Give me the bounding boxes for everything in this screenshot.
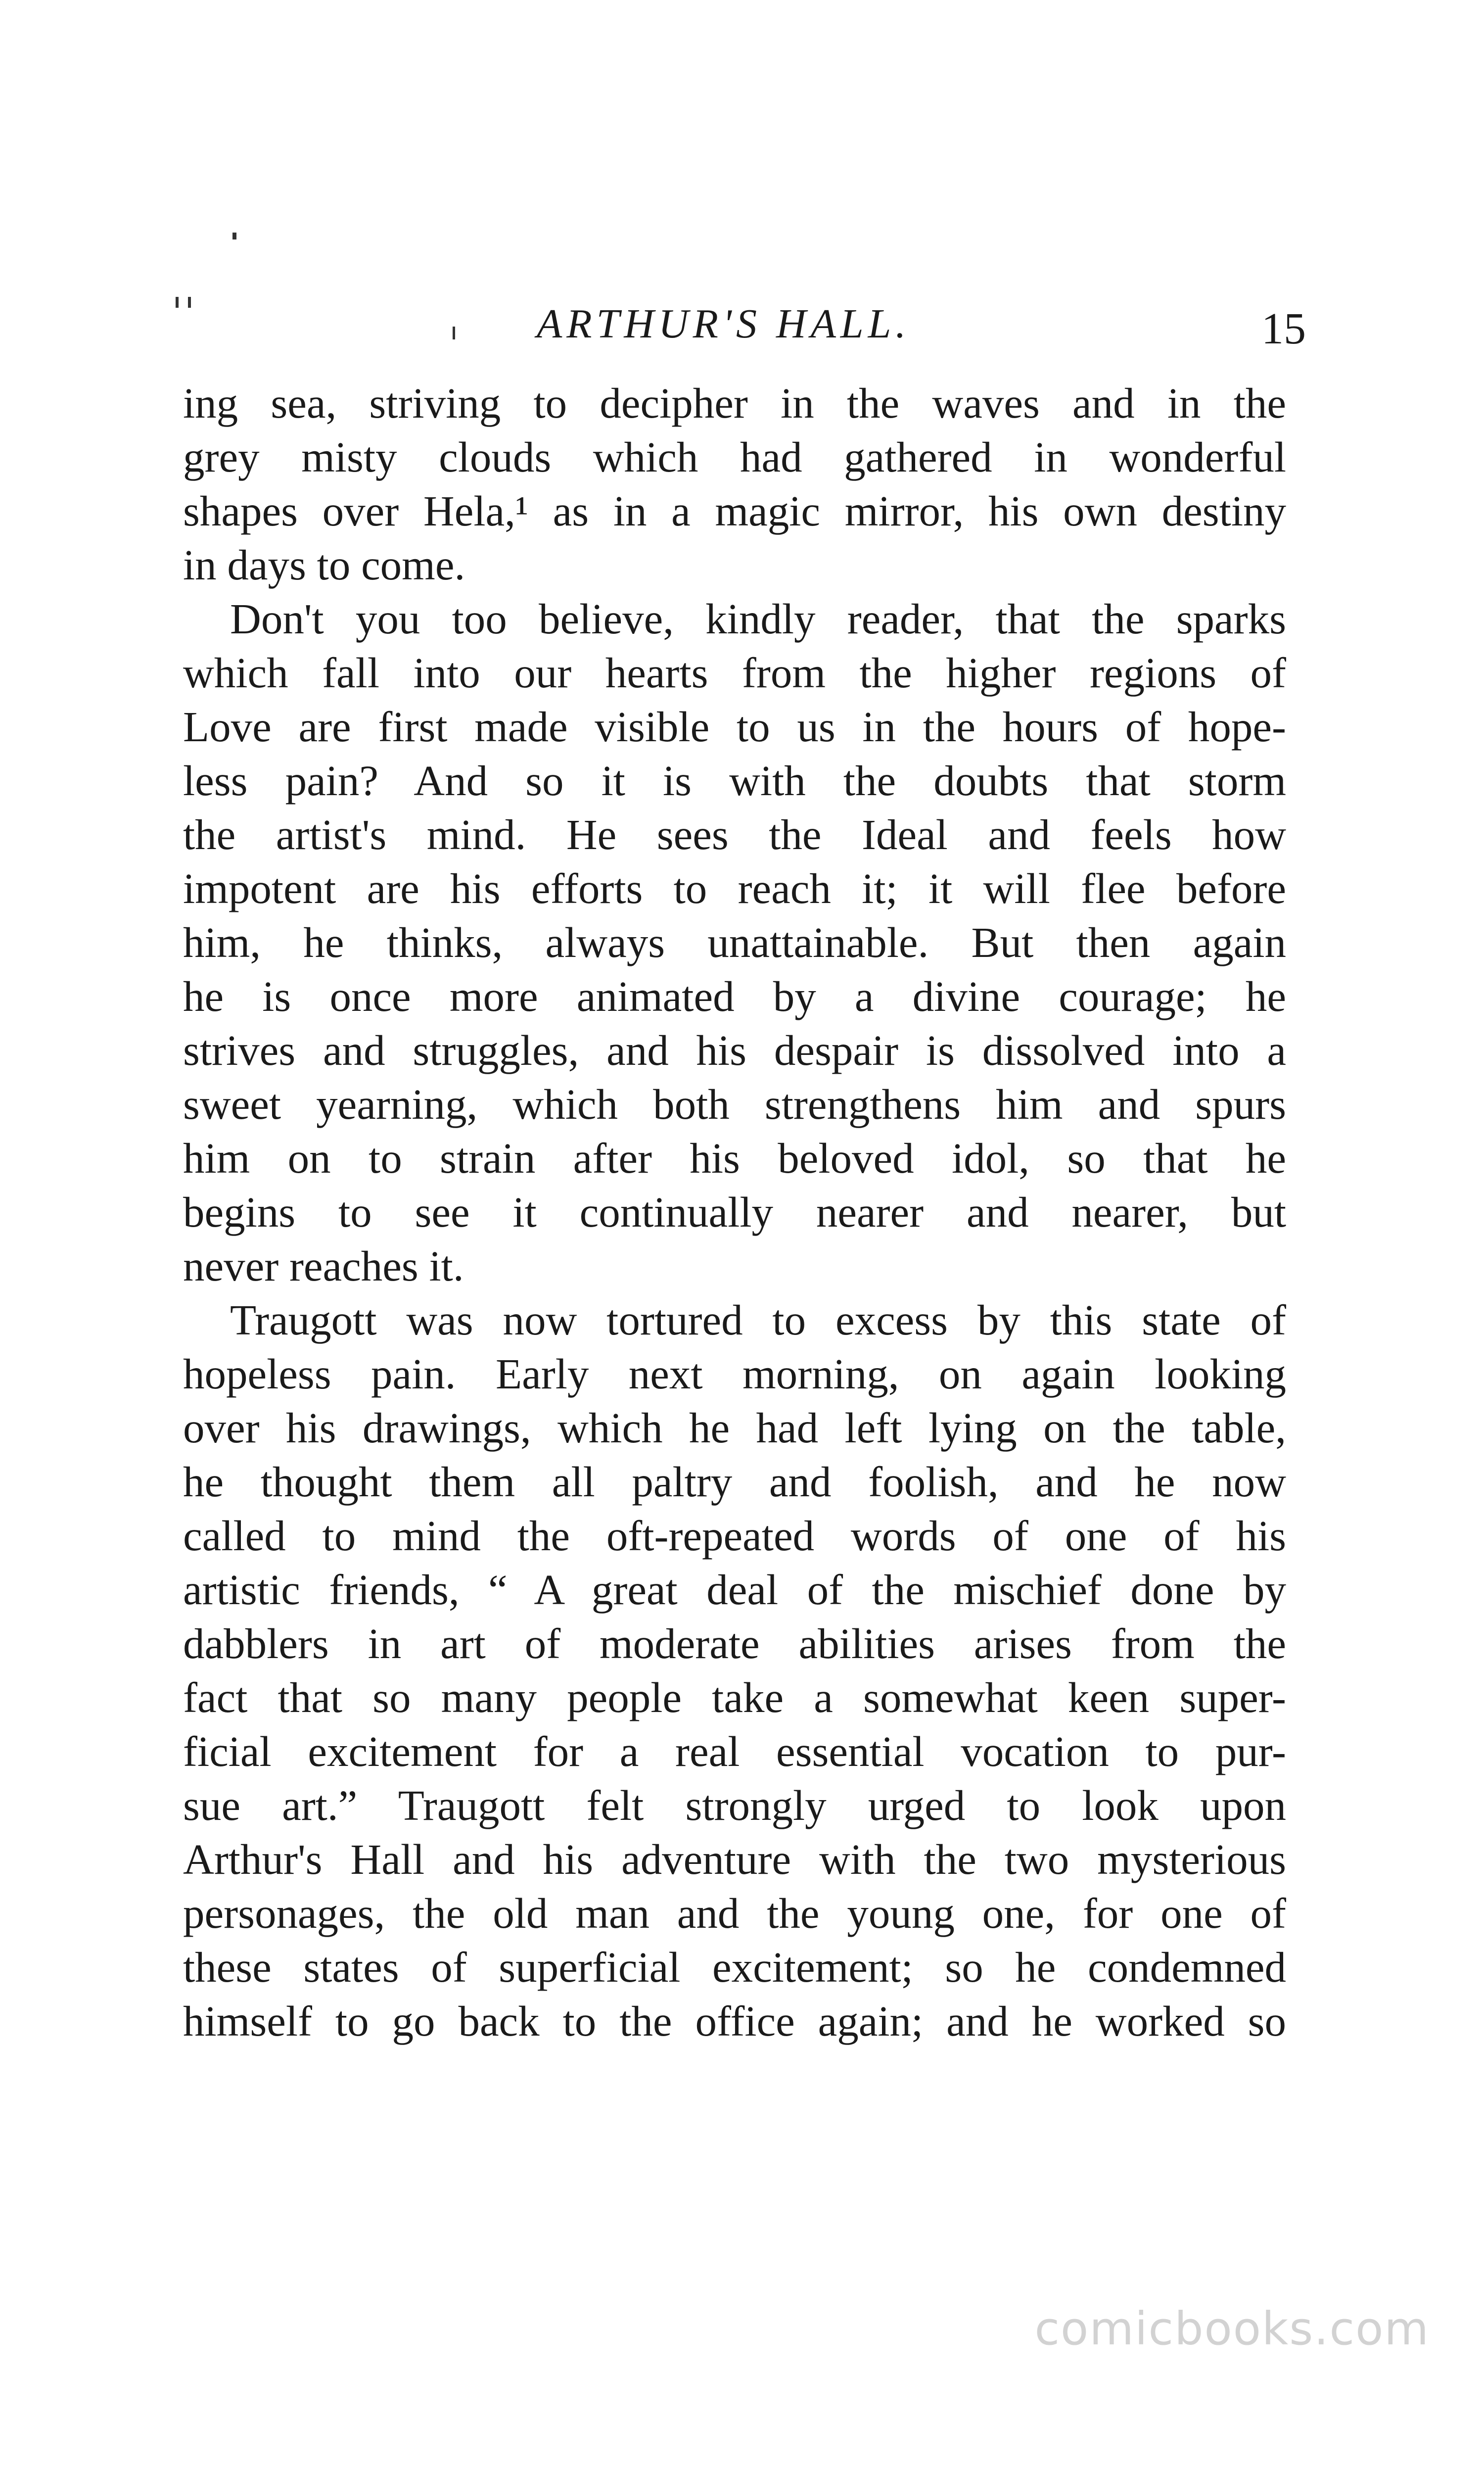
stray-ink-mark: [232, 233, 236, 239]
text-line: Love are first made visible to us in the hours of hope-: [183, 703, 1286, 751]
text-line: in days to come.: [183, 541, 465, 589]
text-line: Traugott was now tortured to excess by this state of: [230, 1296, 1286, 1344]
text-line: never reaches it.: [183, 1242, 464, 1290]
body-text: [183, 376, 1286, 2048]
text-line: dabblers in art of moderate abilities arises from the: [183, 1619, 1286, 1667]
text-line: ficial excitement for a real essential vocation to pur-: [183, 1727, 1286, 1775]
running-head: [0, 297, 1484, 351]
page-number: 15: [1261, 304, 1306, 353]
text-line: ing sea, striving to decipher in the waves and in the: [183, 379, 1286, 427]
text-line: he thought them all paltry and foolish, and he now: [183, 1458, 1286, 1506]
text-line: shapes over Hela,¹ as in a magic mirror, his own destiny: [183, 487, 1286, 535]
text-line: he is once more animated by a divine courage; he: [183, 972, 1286, 1020]
text-line: grey misty clouds which had gathered in wonderful: [183, 433, 1286, 481]
text-line: impotent are his efforts to reach it; it will flee before: [183, 864, 1286, 912]
text-line: over his drawings, which he had left lying on the table,: [183, 1404, 1286, 1452]
running-title: ARTHUR'S HALL.: [537, 301, 911, 347]
text-line: sue art.” Traugott felt strongly urged to look upon: [183, 1781, 1286, 1829]
text-line: himself to go back to the office again; and he worked so: [183, 1997, 1286, 2045]
text-line: called to mind the oft-repeated words of one of his: [183, 1512, 1286, 1560]
text-line: him, he thinks, always unattainable. But then again: [183, 918, 1286, 966]
text-line: personages, the old man and the young one, for one of: [183, 1889, 1286, 1937]
text-line: strives and struggles, and his despair is dissolved into a: [183, 1026, 1286, 1074]
text-line: the artist's mind. He sees the Ideal and feels how: [183, 810, 1286, 858]
text-line: fact that so many people take a somewhat keen super-: [183, 1673, 1286, 1721]
text-line: hopeless pain. Early next morning, on again looking: [183, 1350, 1286, 1398]
text-line: sweet yearning, which both strengthens him and spurs: [183, 1080, 1286, 1128]
text-line: these states of superficial excitement; so he condemned: [183, 1943, 1286, 1991]
text-line: which fall into our hearts from the higher regions of: [183, 649, 1286, 697]
text-line: begins to see it continually nearer and nearer, but: [183, 1188, 1286, 1236]
text-line: Arthur's Hall and his adventure with the two mysterious: [183, 1835, 1286, 1883]
watermark: comicbooks.com: [1034, 2302, 1430, 2355]
text-line: him on to strain after his beloved idol, so that he: [183, 1134, 1286, 1182]
text-line: less pain? And so it is with the doubts that storm: [183, 757, 1286, 805]
text-line: artistic friends, “ A great deal of the mischief done by: [183, 1566, 1286, 1614]
text-line: Don't you too believe, kindly reader, that the sparks: [230, 595, 1286, 643]
